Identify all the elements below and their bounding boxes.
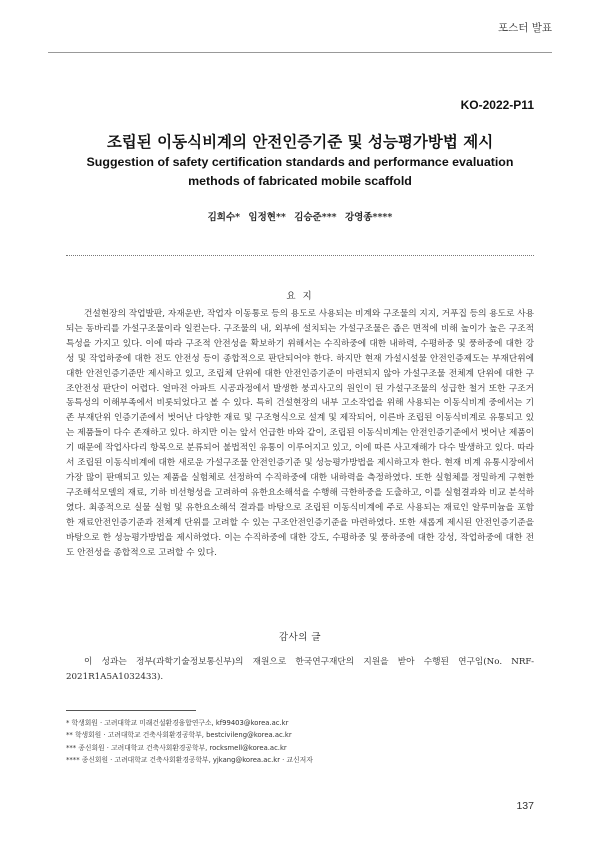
paper-code: KO-2022-P11 xyxy=(460,98,534,112)
acknowledgement-heading: 감사의 글 xyxy=(278,632,322,643)
footnotes xyxy=(66,717,536,767)
authors-divider xyxy=(66,255,534,256)
footnote-author-2: ** 학생회원 · 고려대학교 건축사회환경공학부, bestcivileng@korea.ac.kr xyxy=(66,731,292,740)
footnote-divider xyxy=(66,710,196,711)
acknowledgement-body: 이 성과는 정부(과학기술정보통신부)의 재원으로 한국연구재단의 지원을 받아 수행된 연구임(No. NRF-2021R1A5A1032433). xyxy=(66,657,534,682)
abstract-body: 건설현장의 작업발판, 자재운반, 작업자 이동통로 등의 용도로 사용되는 비계와 구조물의 지지, 거푸집 등의 용도로 사용되는 동바리를 가설구조물이라 일컫는다. 구조물의 내, 외부에 설치되는 가설구조물은 좁은 면적에 비해 높이가 높은 구조적 특성을 가지고 있다. 이에 따라 구조적 안전성을 확보하기 위해서는 수직하중에 대한 내하력, 수평하중 및 풍하중에 대한 강성 및 작업하중에 대한 전도 안전성 등이 종합적으로 판단되어야 한다. 하지만 현재 가설시설물 안전인증제도는 부재단위에 대한 안전인증기준만 제시하고 있고, 조립체 단위에 대한 안전인증기준이 마련되지 않아 가설구조물 전체계 단위에 대한 구조안전성 판단이 어렵다. 얼마전 아파트 시공과정에서 발생한 붕괴사고의 원인이 된 가설구조물의 성급한 철거 또한 구조거동특성의 이해부족에서 비롯되었다고 볼 수 있다. 특히 건설현장의 내부 고소작업을 위해 사용되는 이동식비계 중에서는 기존 부재단위 인증기준에서 벗어난 다양한 재료 및 구조형식으로 설계 및 제작되어, 이른바 조립된 이동식비계로 유통되고 있는 제품들이 다수 존재하고 있다. 하지만 이는 앞서 언급한 바와 같이, 조립된 이동식비계는 안전인증기준에서 벗어난 제품이기 때문에 작업사다리 항목으로 분류되어 불법적인 유통이 이루어지고 있고, 이에 따른 사고재해가 다수 발생하고 있다. 따라서 조립된 이동식비계에 대한 새로운 가설구조물 안전인증기준 및 성능평가방법을 제시하고자 한다. 현재 비계 유통시장에서 가장 많이 판매되고 있는 제품을 실험체로 선정하여 수직하중에 대한 내하력을 측정하였다. 또한 실험체를 정밀하게 구현한 구조해석모델의 재료, 기하 비선형성을 고려하여 유한요소해석을 수행해 극한하중을 도출하고, 이를 실험결과와 비교 분석하였다. 최종적으로 실물 실험 및 유한요소해석 결과를 바탕으로 조립된 이동식비계에 주로 사용되는 재료인 알루미늄을 포함한 재료안전인증기준과 전체계 단위를 고려할 수 있는 구조안전인증기준을 마련하였다. 또한 새롭게 제시된 안전인증기준을 바탕으로 한 성능평가방법을 제시하였다. 이는 수직하중에 대한 강도, 수평하중 및 풍하중에 대한 강성, 작업하중에 대한 전도 안전성을 종합적으로 고려할 수 있다. xyxy=(66,309,534,558)
author-list: 김희수* 임정현** 김승준*** 강영종**** xyxy=(207,212,393,223)
abstract-heading: 요 지 xyxy=(286,291,314,302)
title-korean: 조립된 이동식비계의 안전인증기준 및 성능평가방법 제시 xyxy=(106,133,494,151)
title-english: Suggestion of safety certification standards and performance evaluation methods of fabricated mobile scaffold xyxy=(86,155,514,188)
page-number: 137 xyxy=(516,800,534,812)
category-label: 포스터 발표 xyxy=(497,22,552,34)
footnote-author-4: **** 종신회원 · 고려대학교 건축사회환경공학부, yjkang@korea.ac.kr · 교신저자 xyxy=(66,756,313,765)
header-divider xyxy=(48,52,552,53)
footnote-author-3: *** 종신회원 · 고려대학교 건축사회환경공학부, rocksmell@korea.ac.kr xyxy=(66,743,287,752)
footnote-author-1: * 학생회원 · 고려대학교 미래건설환경융합연구소, kf99403@korea.ac.kr xyxy=(66,719,289,727)
